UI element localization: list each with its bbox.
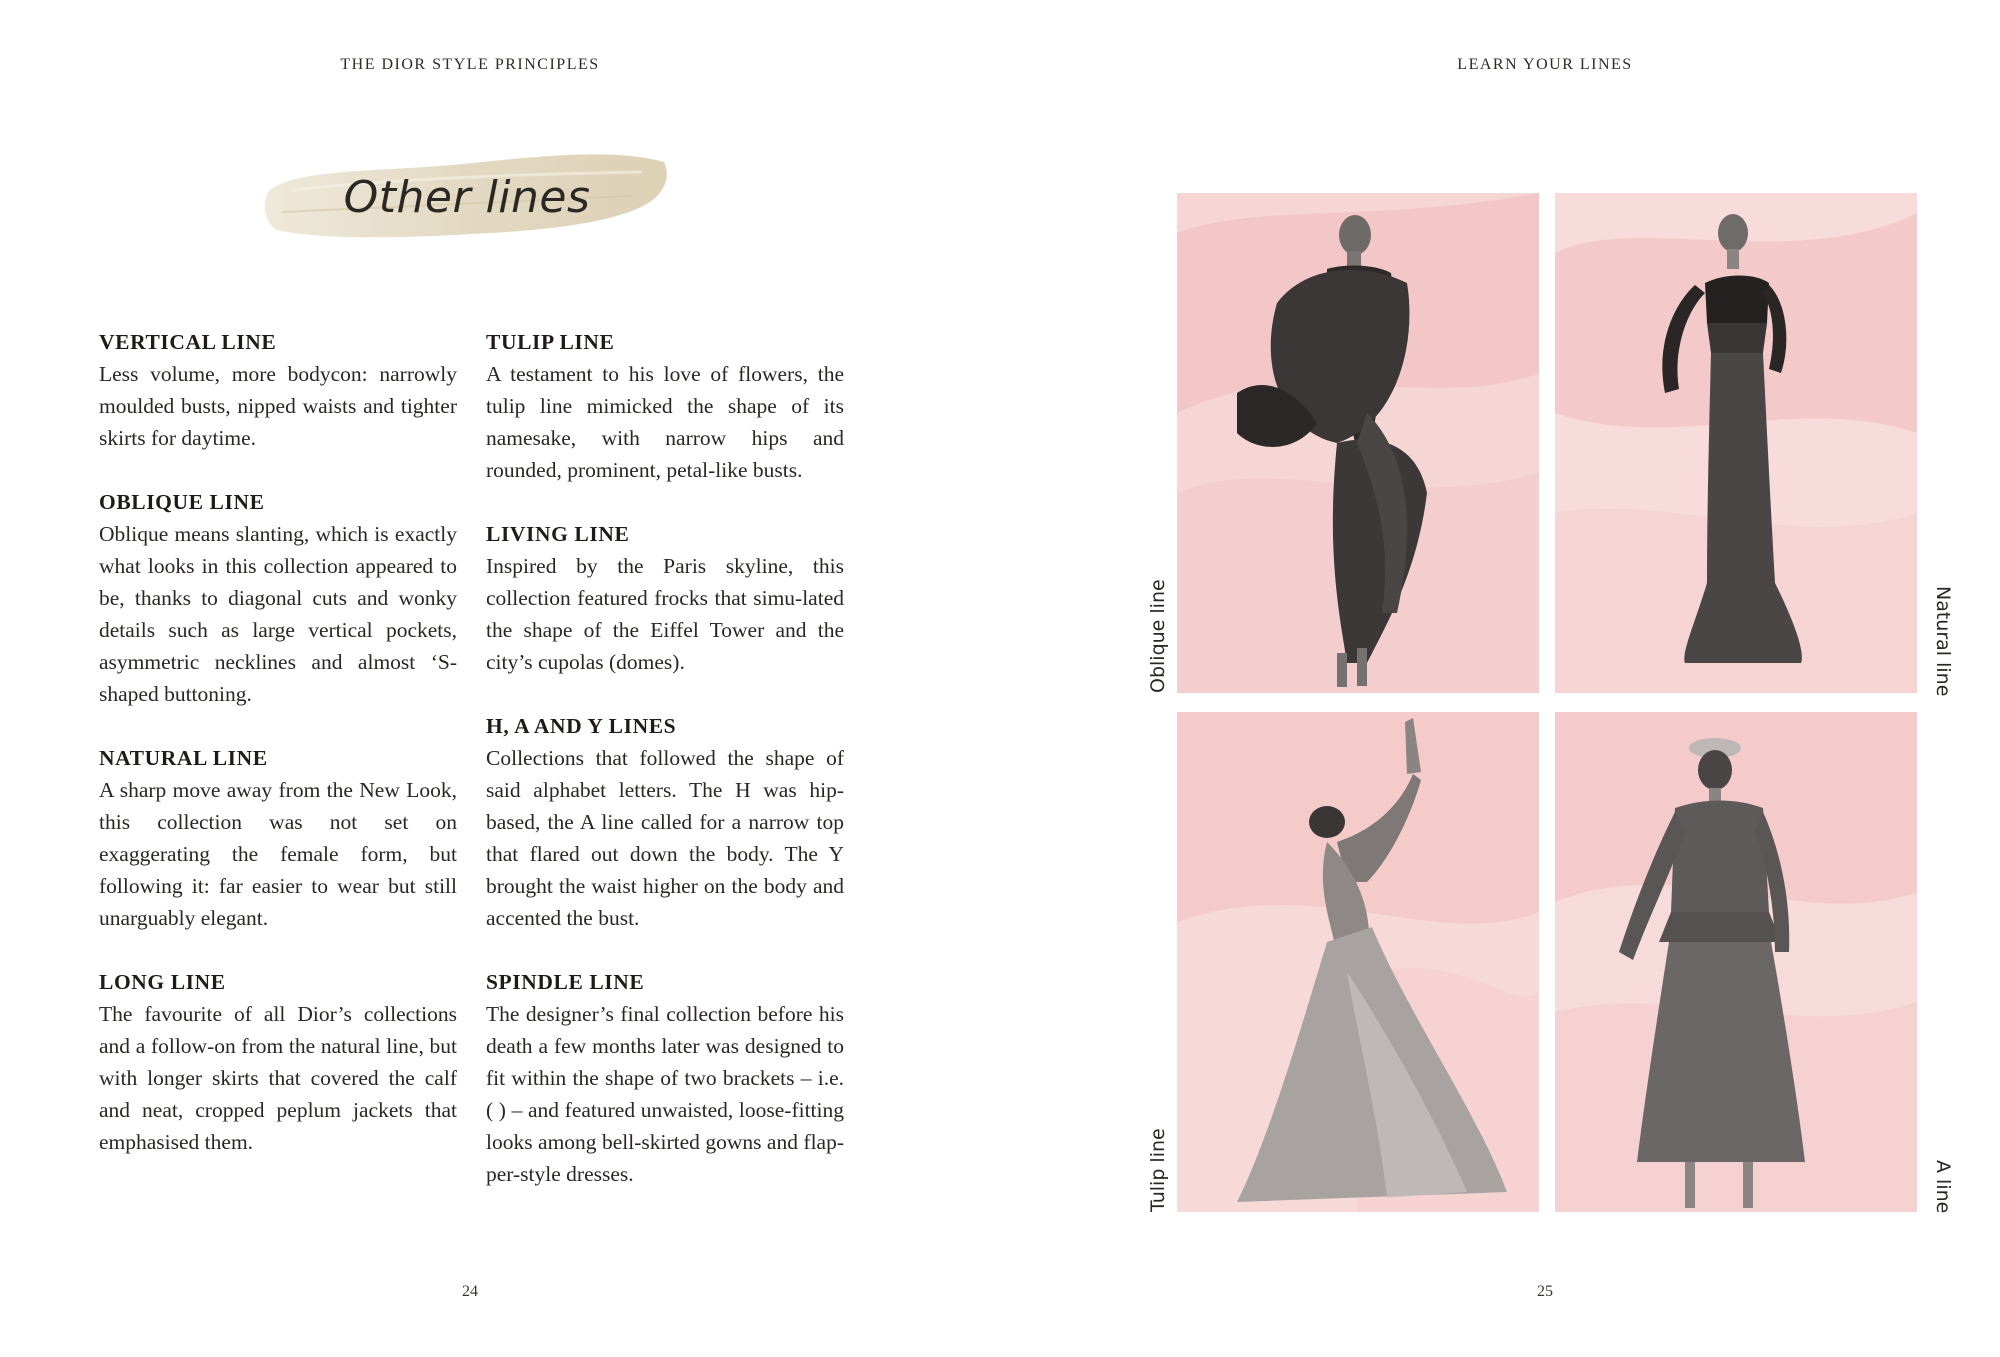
photo-oblique-line	[1177, 193, 1539, 693]
entry-long-line	[99, 966, 457, 1158]
entry-body: Collections that followed the shape of said alphabet letters. The H was hip-based, the A line called for a narrow top that flared out down the body. The Y brought the waist higher on the body and accented the bust.	[486, 746, 844, 930]
entry-body: Oblique means slanting, which is exactly what looks in this collection appeared to be, thanks to diagonal cuts and wonky details such as large vertical pockets, asymmetric necklines and almost ‘S-shaped buttoning.	[99, 522, 457, 706]
label-a-line: A line	[1932, 1160, 1954, 1214]
running-head-left: THE DIOR STYLE PRINCIPLES	[340, 56, 600, 73]
entry-body: Inspired by the Paris skyline, this collection featured frocks that simu-lated the shape of the Eiffel Tower and the city’s cupolas (domes).	[486, 554, 844, 674]
entry-heading: LIVING LINE	[486, 522, 630, 546]
entry-heading: TULIP LINE	[486, 330, 615, 354]
photo-tulip-line	[1177, 712, 1539, 1212]
entry-tulip-line	[486, 326, 844, 486]
running-head-right: LEARN YOUR LINES	[1457, 56, 1633, 73]
entry-natural-line	[99, 742, 457, 934]
entry-body: A testament to his love of flowers, the tulip line mimicked the shape of its namesake, with narrow hips and rounded, prominent, petal-like busts.	[486, 362, 844, 482]
photo-natural-line	[1555, 193, 1917, 693]
page-number-left: 24	[462, 1283, 478, 1300]
entry-living-line	[486, 518, 844, 678]
entry-heading: SPINDLE LINE	[486, 970, 645, 994]
entry-body: A sharp move away from the New Look, this collection was not set on exaggerating the female form, but following it: far easier to wear but still unarguably elegant.	[99, 778, 457, 930]
right-page	[1000, 0, 2000, 1357]
entry-heading: NATURAL LINE	[99, 746, 268, 770]
text-column-left	[99, 326, 457, 1190]
entry-body: Less volume, more bodycon: narrowly moulded busts, nipped waists and tighter skirts for daytime.	[99, 362, 457, 450]
label-natural-line: Natural line	[1932, 586, 1954, 697]
entry-heading: OBLIQUE LINE	[99, 490, 265, 514]
entry-hay-lines	[486, 710, 844, 934]
entry-body: The favourite of all Dior’s collections and a follow-on from the natural line, but with longer skirts that covered the calf and neat, cropped peplum jackets that emphasised them.	[99, 1002, 457, 1154]
entry-heading: VERTICAL LINE	[99, 330, 277, 354]
section-title: Other lines	[343, 172, 591, 223]
label-oblique-line: Oblique line	[1147, 579, 1169, 693]
entry-oblique-line	[99, 486, 457, 710]
entry-spindle-line	[486, 966, 844, 1190]
entry-body: The designer’s final collection before his death a few months later was designed to fit within the shape of two brackets – i.e. ( ) – and featured unwaisted, loose-fitting looks among bell-skirted gowns and flap-per-style dresses.	[486, 1002, 844, 1186]
page-number-right: 25	[1537, 1283, 1553, 1300]
text-column-right	[486, 326, 844, 1222]
label-tulip-line: Tulip line	[1147, 1128, 1169, 1212]
entry-heading: H, A AND Y LINES	[486, 714, 677, 738]
entry-heading: LONG LINE	[99, 970, 226, 994]
photo-a-line	[1555, 712, 1917, 1212]
entry-vertical-line	[99, 326, 457, 454]
